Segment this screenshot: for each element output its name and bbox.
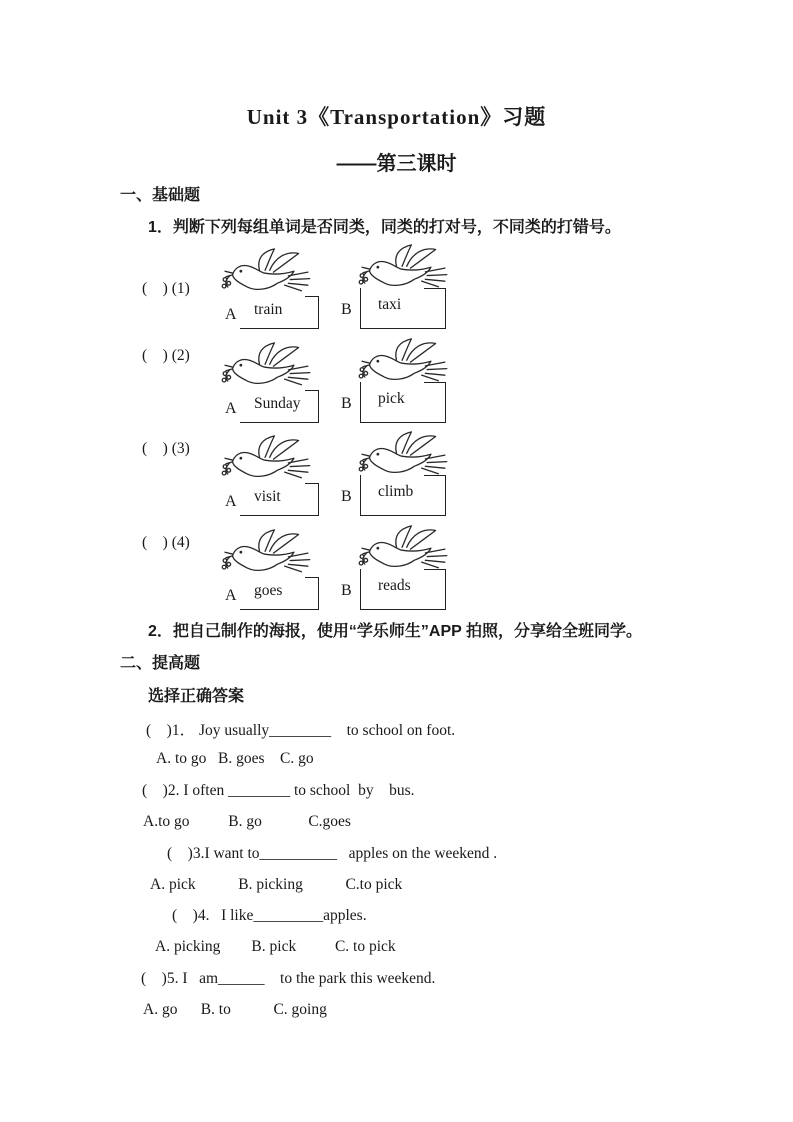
- word-box-b: [360, 475, 446, 516]
- word-pair-row-1: [120, 240, 590, 335]
- word-b: climb: [378, 483, 414, 500]
- page-subtitle: ——第三课时: [336, 153, 457, 175]
- word-box-b: [360, 288, 446, 329]
- question-1-text: ( )1． Joy usually________ to school on foot.: [146, 722, 456, 739]
- word-box-a: [240, 483, 319, 516]
- option-b-label: B: [341, 488, 352, 505]
- word-box-b: [360, 569, 446, 610]
- word-a: visit: [254, 488, 281, 505]
- word-pair-row-4: [120, 521, 590, 616]
- word-box-a: [240, 390, 319, 423]
- word-pair-row-3: [120, 427, 590, 522]
- dove-icon: [221, 528, 311, 582]
- word-b: reads: [378, 577, 411, 594]
- word-box-a: [240, 577, 319, 610]
- question-3-options: A. pick B. picking C.to pick: [150, 876, 403, 893]
- option-b-label: B: [341, 301, 352, 318]
- question-4-options: A. picking B. pick C. to pick: [155, 938, 396, 955]
- option-b-label: B: [341, 582, 352, 599]
- dove-icon: [221, 341, 311, 395]
- word-box-b: [360, 382, 446, 423]
- option-a-label: A: [225, 400, 237, 417]
- option-a-label: A: [225, 493, 237, 510]
- option-a-label: A: [225, 587, 237, 604]
- word-b: taxi: [378, 296, 402, 313]
- choose-answer-instruction: 选择正确答案: [148, 688, 245, 705]
- task1-instruction: 1．判断下列每组单词是否同类，同类的打对号，不同类的打错号。: [148, 219, 621, 236]
- page-title: Unit 3《Transportation》习题: [246, 105, 547, 129]
- dove-icon: [221, 434, 311, 488]
- option-b-label: B: [341, 395, 352, 412]
- answer-blank-label: ( ) (4): [142, 534, 190, 551]
- question-4-text: ( )4. I like_________apples.: [172, 907, 367, 924]
- task2-instruction: 2．把自己制作的海报，使用“学乐师生”APP 拍照，分享给全班同学。: [148, 623, 642, 640]
- section-advanced-heading: 二、提高题: [120, 655, 201, 672]
- question-2-options: A.to go B. go C.goes: [143, 813, 351, 830]
- answer-blank-label: ( ) (2): [142, 347, 190, 364]
- question-1-options: A. to go B. goes C. go: [156, 750, 314, 767]
- word-pair-row-2: [120, 334, 590, 429]
- multiple-choice-questions: [140, 712, 740, 1032]
- option-a-label: A: [225, 306, 237, 323]
- word-b: pick: [378, 390, 405, 407]
- dove-icon: [221, 247, 311, 301]
- question-3-text: ( )3.I want to__________ apples on the weekend .: [167, 845, 498, 862]
- section-basic-heading: 一、基础题: [120, 187, 201, 204]
- answer-blank-label: ( ) (3): [142, 440, 190, 457]
- question-5-options: A. go B. to C. going: [143, 1001, 327, 1018]
- word-a: goes: [254, 582, 283, 599]
- word-a: train: [254, 301, 283, 318]
- answer-blank-label: ( ) (1): [142, 280, 190, 297]
- word-a: Sunday: [254, 395, 301, 412]
- word-box-a: [240, 296, 319, 329]
- question-5-text: ( )5. I am______ to the park this weekend.: [141, 970, 436, 987]
- question-2-text: ( )2. I often ________ to school by bus.: [142, 782, 415, 799]
